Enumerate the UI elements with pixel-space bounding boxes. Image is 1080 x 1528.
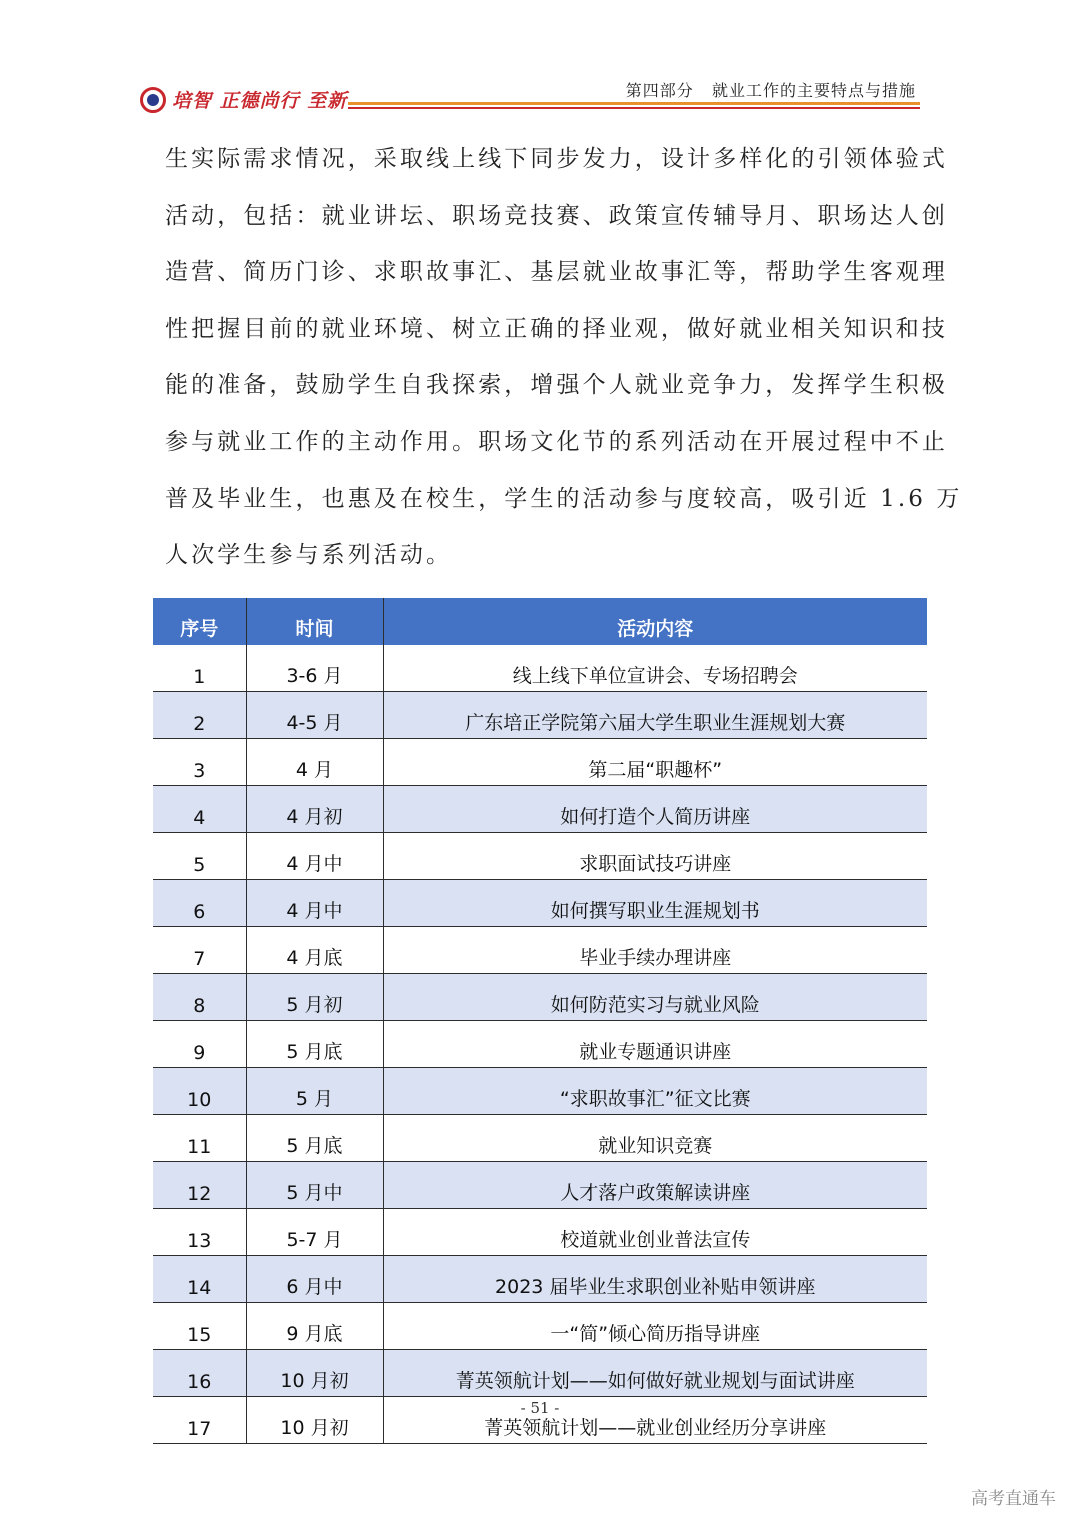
cell-no: 15 (153, 1303, 246, 1350)
body-line: 能的准备，鼓励学生自我探索，增强个人就业竞争力，发挥学生积极 (165, 372, 948, 399)
table-row (153, 1256, 927, 1303)
table-header-row (153, 598, 927, 645)
header-divider-accent (348, 107, 920, 109)
body-line: 性把握目前的就业环境、树立正确的择业观，做好就业相关知识和技 (165, 315, 948, 342)
school-emblem-icon (140, 87, 166, 113)
cell-no: 17 (153, 1397, 246, 1444)
cell-content: 2023 届毕业生求职创业补贴申领讲座 (383, 1256, 927, 1303)
cell-content: 就业专题通识讲座 (383, 1021, 927, 1068)
table-row (153, 1021, 927, 1068)
header-divider (348, 102, 920, 105)
body-line: 活动，包括：就业讲坛、职场竞技赛、政策宣传辅导月、职场达人创 (165, 202, 948, 229)
cell-content: 如何撰写职业生涯规划书 (383, 880, 927, 927)
logo-motto: 培智 正德尚行 至新 (172, 90, 348, 112)
cell-time: 6 月中 (246, 1256, 383, 1303)
cell-time: 3-6 月 (246, 645, 383, 692)
cell-time: 10 月初 (246, 1397, 383, 1444)
table-row (153, 1162, 927, 1209)
cell-no: 4 (153, 786, 246, 833)
cell-time: 5-7 月 (246, 1209, 383, 1256)
table-row (153, 833, 927, 880)
cell-content: 第二届“职趣杯” (383, 739, 927, 786)
table-row (153, 1209, 927, 1256)
cell-content: 菁英领航计划——如何做好就业规划与面试讲座 (383, 1350, 927, 1397)
body-line: 普及毕业生，也惠及在校生，学生的活动参与度较高，吸引近 1.6 万 (165, 485, 963, 512)
cell-time: 5 月底 (246, 1115, 383, 1162)
table-row (153, 1115, 927, 1162)
cell-content: 线上线下单位宣讲会、专场招聘会 (383, 645, 927, 692)
cell-time: 4 月中 (246, 880, 383, 927)
cell-content: 菁英领航计划——就业创业经历分享讲座 (383, 1397, 927, 1444)
cell-content: 广东培正学院第六届大学生职业生涯规划大赛 (383, 692, 927, 739)
table-row (153, 880, 927, 927)
cell-time: 4 月底 (246, 927, 383, 974)
cell-no: 14 (153, 1256, 246, 1303)
table-row (153, 927, 927, 974)
cell-no: 2 (153, 692, 246, 739)
cell-time: 5 月底 (246, 1021, 383, 1068)
table-row (153, 974, 927, 1021)
cell-no: 5 (153, 833, 246, 880)
table-row (153, 1350, 927, 1397)
cell-no: 1 (153, 645, 246, 692)
cell-time: 5 月中 (246, 1162, 383, 1209)
table-row (153, 786, 927, 833)
cell-no: 7 (153, 927, 246, 974)
cell-content: “求职故事汇”征文比赛 (383, 1068, 927, 1115)
page-number: - 51 - (520, 1399, 560, 1417)
cell-no: 9 (153, 1021, 246, 1068)
cell-content: 如何防范实习与就业风险 (383, 974, 927, 1021)
body-line: 参与就业工作的主动作用。职场文化节的系列活动在开展过程中不止 (165, 428, 948, 455)
cell-time: 10 月初 (246, 1350, 383, 1397)
cell-time: 4-5 月 (246, 692, 383, 739)
cell-content: 求职面试技巧讲座 (383, 833, 927, 880)
activity-table (153, 598, 927, 1444)
cell-content: 毕业手续办理讲座 (383, 927, 927, 974)
cell-no: 8 (153, 974, 246, 1021)
header-no: 序号 (153, 598, 246, 645)
body-paragraph (165, 131, 963, 584)
cell-content: 校道就业创业普法宣传 (383, 1209, 927, 1256)
section-title: 第四部分 就业工作的主要特点与措施 (625, 81, 916, 100)
header-time: 时间 (246, 598, 383, 645)
table-row (153, 1303, 927, 1350)
school-logo (140, 86, 347, 113)
table-row (153, 739, 927, 786)
body-line: 生实际需求情况，采取线上线下同步发力，设计多样化的引领体验式 (165, 146, 948, 172)
cell-no: 6 (153, 880, 246, 927)
cell-no: 16 (153, 1350, 246, 1397)
body-line: 造营、简历门诊、求职故事汇、基层就业故事汇等，帮助学生客观理 (165, 259, 948, 286)
cell-content: 就业知识竞赛 (383, 1115, 927, 1162)
header-content: 活动内容 (383, 598, 927, 645)
cell-no: 3 (153, 739, 246, 786)
table-row (153, 645, 927, 692)
cell-no: 12 (153, 1162, 246, 1209)
page-header (140, 72, 920, 118)
cell-no: 11 (153, 1115, 246, 1162)
cell-time: 9 月底 (246, 1303, 383, 1350)
cell-content: 人才落户政策解读讲座 (383, 1162, 927, 1209)
watermark: 高考直通车 (971, 1489, 1056, 1509)
cell-time: 4 月初 (246, 786, 383, 833)
cell-time: 4 月 (246, 739, 383, 786)
cell-time: 5 月初 (246, 974, 383, 1021)
body-line: 人次学生参与系列活动。 (165, 542, 453, 569)
cell-time: 5 月 (246, 1068, 383, 1115)
table-row (153, 1068, 927, 1115)
table-row (153, 692, 927, 739)
cell-no: 10 (153, 1068, 246, 1115)
cell-content: 一“简”倾心简历指导讲座 (383, 1303, 927, 1350)
cell-time: 4 月中 (246, 833, 383, 880)
cell-content: 如何打造个人简历讲座 (383, 786, 927, 833)
cell-no: 13 (153, 1209, 246, 1256)
